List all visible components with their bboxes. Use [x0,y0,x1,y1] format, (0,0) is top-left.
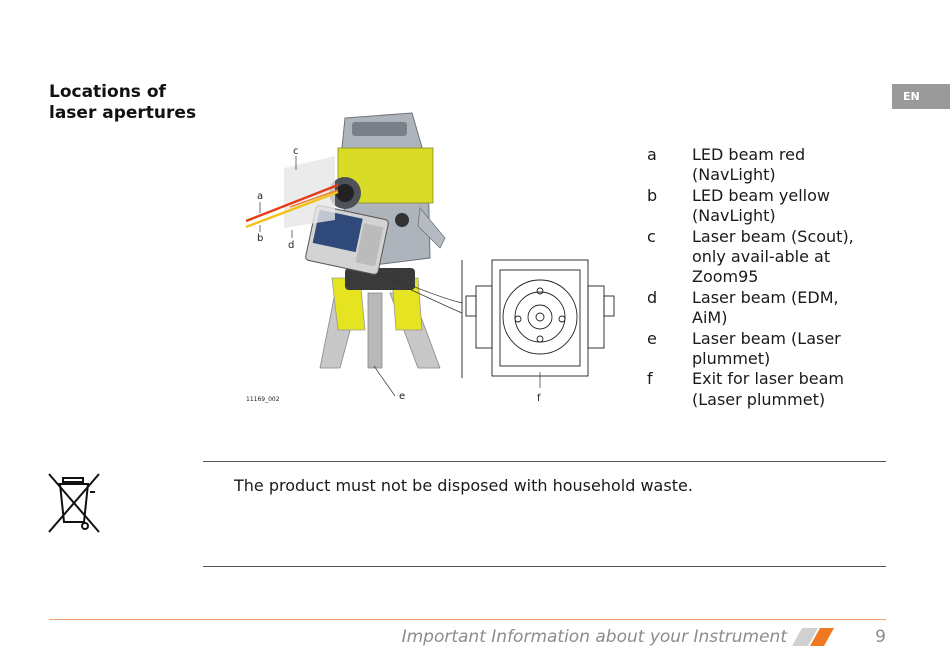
legend-text: LED beam red (NavLight) [692,145,806,185]
figure-id: 11169_002 [246,396,280,403]
legend-key: a [647,145,657,164]
callout-c: c [293,146,299,157]
notice-top-rule [203,461,886,462]
page-number: 9 [875,627,886,647]
legend-key: c [647,226,656,246]
legend-item [647,288,877,329]
legend-item [647,145,877,186]
legend-list [647,145,877,410]
legend-key: e [647,328,657,348]
legend-item [647,369,877,410]
footer-rule [49,619,886,620]
instrument-figure [240,108,620,408]
legend-item [647,186,877,227]
callout-b: b [257,233,264,244]
tripod-illustration [320,268,440,368]
legend-key: f [647,369,653,389]
notice-bottom-rule [203,566,886,567]
legend-item [647,227,877,288]
bottom-view-detail [462,260,614,378]
section-title: Locations of laser apertures [49,82,197,123]
legend-text: LED beam yellow (NavLight) [692,185,830,226]
legend-key: b [647,185,658,205]
legend-text: Laser beam (Scout), only avail-able at Zoom95 [692,226,854,287]
legend-key: d [647,287,658,307]
callout-d: d [288,240,295,251]
callout-e: e [399,391,406,402]
footer-title: Important Information about your Instrument [401,627,787,647]
legend-text: Laser beam (EDM, AiM) [692,287,839,328]
footer-stripe-logo-icon [790,627,836,647]
legend-item [647,329,877,370]
crossed-out-wheelie-bin-icon [47,472,101,534]
callout-f: f [537,393,541,404]
disposal-notice: The product must not be disposed with household waste. [234,476,693,495]
callout-a: a [257,191,264,202]
language-tab[interactable]: EN [892,84,950,109]
legend-text: Laser beam (Laser plummet) [692,328,841,369]
legend-text: Exit for laser beam (Laser plummet) [692,369,844,409]
